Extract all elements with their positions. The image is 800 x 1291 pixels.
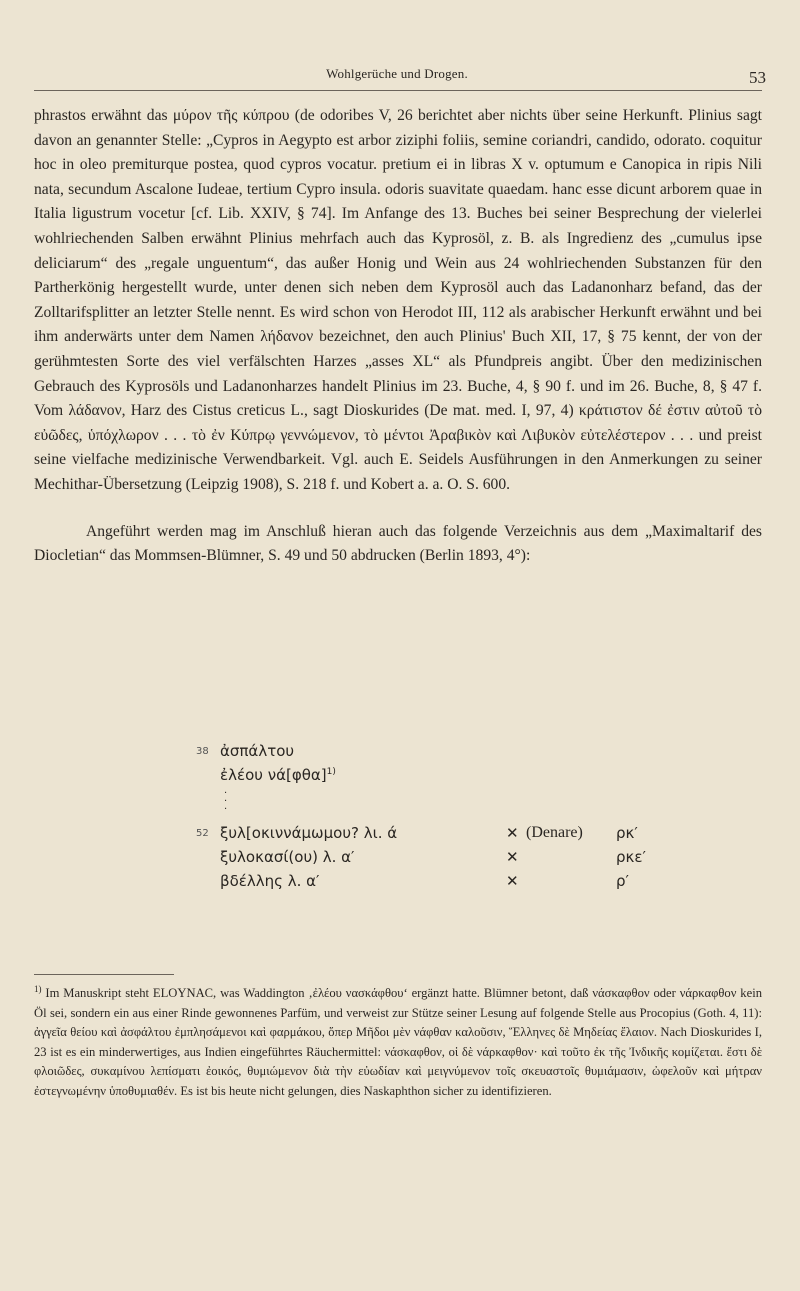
inscription-text: ξυλοκασί(ου) λ. α′ xyxy=(220,848,355,866)
line-number: 52 xyxy=(196,828,209,839)
header-rule xyxy=(34,90,762,91)
running-title: Wohlgerüche und Drogen. xyxy=(326,66,468,81)
page-number: 53 xyxy=(749,68,766,87)
price-value: ρ′ xyxy=(616,872,629,890)
inscription-line xyxy=(196,742,736,766)
main-text xyxy=(34,104,762,569)
inscription-line xyxy=(196,766,736,790)
omission-dots xyxy=(196,790,736,824)
denare-label: (Denare) xyxy=(526,824,583,841)
footnote-reference[interactable]: 1) xyxy=(326,767,336,777)
price-list-excerpt xyxy=(196,742,736,896)
inscription-text: ἐλέου νά[φθα] xyxy=(220,766,327,784)
vertical-ellipsis: · · · xyxy=(224,788,228,815)
inscription-text-with-ref xyxy=(220,766,336,784)
inscription-text: ξυλ[οκιννάμωμου? λι. ά xyxy=(220,824,398,842)
footnote-rule xyxy=(34,974,174,975)
inscription-text: ἀσπάλτου xyxy=(220,742,295,760)
denarius-symbol: ✕ xyxy=(506,848,519,866)
paragraph-1: phrastos erwähnt das μύρον τῆς κύπρου (de odoribes V, 26 berichtet aber nichts über seine Herkunft. Plinius sagt davon an genannter Stelle: „Cypros in Aegypto est arbor ziziphi foliis, semine coriandri, candido, odorato. coquitur hoc in oleo premiturque postea, quod cypros vocatur. pretium ei in libras X v. optumum e Canopica in ripis Nili nata, secundum Ascalone Iudeae, tertium Cypro insula. odoris suavitate quaedam. hanc esse dicunt arborem quae in Italia ligustrum vocetur [cf. Lib. XXIV, § 74]. Im Anfange des 13. Buches bei seiner Besprechung der vielerlei wohlriechenden Salben erwähnt Plinius mehrfach auch das Kyprosöl, z. B. als Ingredienz des „cumulus ipse deliciarum“ des „regale unguentum“, das außer Honig und Wein aus 24 wohlriechenden Substanzen für den Partherkönig hergestellt wurde, unter denen sich neben dem Kyprosöl auch das Ladanonharz befand, das der Zolltarifsplitter an letzter Stelle nennt. Es wird schon von Herodot III, 112 als arabischer Herkunft erwähnt und bei ihm anderwärts unter dem Namen λήδανον bezeichnet, den auch Plinius' Buch XII, 17, § 75 kennt, der von der gerühmtesten Sorte des viel verfälschten Harzes „asses XL“ als Pfundpreis angibt. Über den medizinischen Gebrauch des Kyprosöls und Ladanonharzes handelt Plinius im 23. Buche, 4, § 90 f. und im 26. Buche, 8, § 47 f. Vom λάδανον, Harz des Cistus creticus L., sagt Dioskurides (De mat. med. I, 97, 4) κράτιστον δέ ἐστιν αὐτοῦ τὸ εὐῶδες, ὑπόχλωρον . . . τὸ ἐν Κύπρῳ γεννώμενον, τὸ μέντοι Ἀραβικὸν καὶ Λιβυκὸν εὐτελέστερον . . . und preist seine vielfache medizinische Verwendbarkeit. Vgl. auch E. Seidels Ausführungen in den Anmerkungen zu seiner Mechithar-Übersetzung (Leipzig 1908), S. 218 f. und Kobert a. a. O. S. 600. xyxy=(34,107,762,493)
price-value: ρκε′ xyxy=(616,848,646,866)
footnote xyxy=(34,984,762,1102)
line-number: 38 xyxy=(196,746,209,757)
inscription-line xyxy=(196,848,736,872)
inscription-line xyxy=(196,824,736,848)
paragraph-2: Angeführt werden mag im Anschluß hieran auch das folgende Verzeichnis aus dem „Maximaltarif des Diocletian“ das Mommsen-Blümner, S. 49 und 50 abdrucken (Berlin 1893, 4°): xyxy=(34,522,762,565)
price-value: ρκ′ xyxy=(616,824,638,842)
inscription-line xyxy=(196,872,736,896)
inscription-text: βδέλλης λ. α′ xyxy=(220,872,320,890)
footnote-text: Im Manuskript steht ELOYNAC, was Waddington ‚ἐλέου νασκάφθου‘ ergänzt hatte. Blümner betont, daß νάσκαφθον oder νάρκαφθον kein Öl sei, sondern ein aus einer Rinde gewonnenes Parfüm, und verweist zur Stütze seiner Lesung auf folgende Stelle aus Procopius (Goth. 4, 11): ἀγγεῖα θείου καὶ ἀσφάλτου ἐμπλησάμενοι καὶ φαρμάκου, ὅπερ Μῆδοι μὲν νάφθαν καλοῦσιν, Ἕλληνες δὲ Μηδείας ἔλαιον. Nach Dioskurides I, 23 ist es ein minderwertiges, aus Indien eingeführtes Räuchermittel: νάσκαφθον, οἱ δὲ νάρκαφθον· καὶ τοῦτο ἐκ τῆς Ἰνδικῆς κομίζεται. ἔστι δὲ φλοιῶδες, συκαμίνου λεπίσματι ἐοικός, θυμιώμενον διὰ τὴν εὐωδίαν καὶ μειγνύμενον τοῖς σκευαστοῖς θυμιάμασιν, ὠφελοῦν καὶ μήτραν ἐστεγνωμένην ὑποθυμιαθέν. Es ist bis heute nicht gelungen, dies Naskaphthon sicher zu identifizieren. xyxy=(34,986,762,1098)
denarius-symbol: ✕ xyxy=(506,872,519,890)
denarius-symbol: ✕ xyxy=(506,824,519,842)
footnote-marker: 1) xyxy=(34,983,42,994)
